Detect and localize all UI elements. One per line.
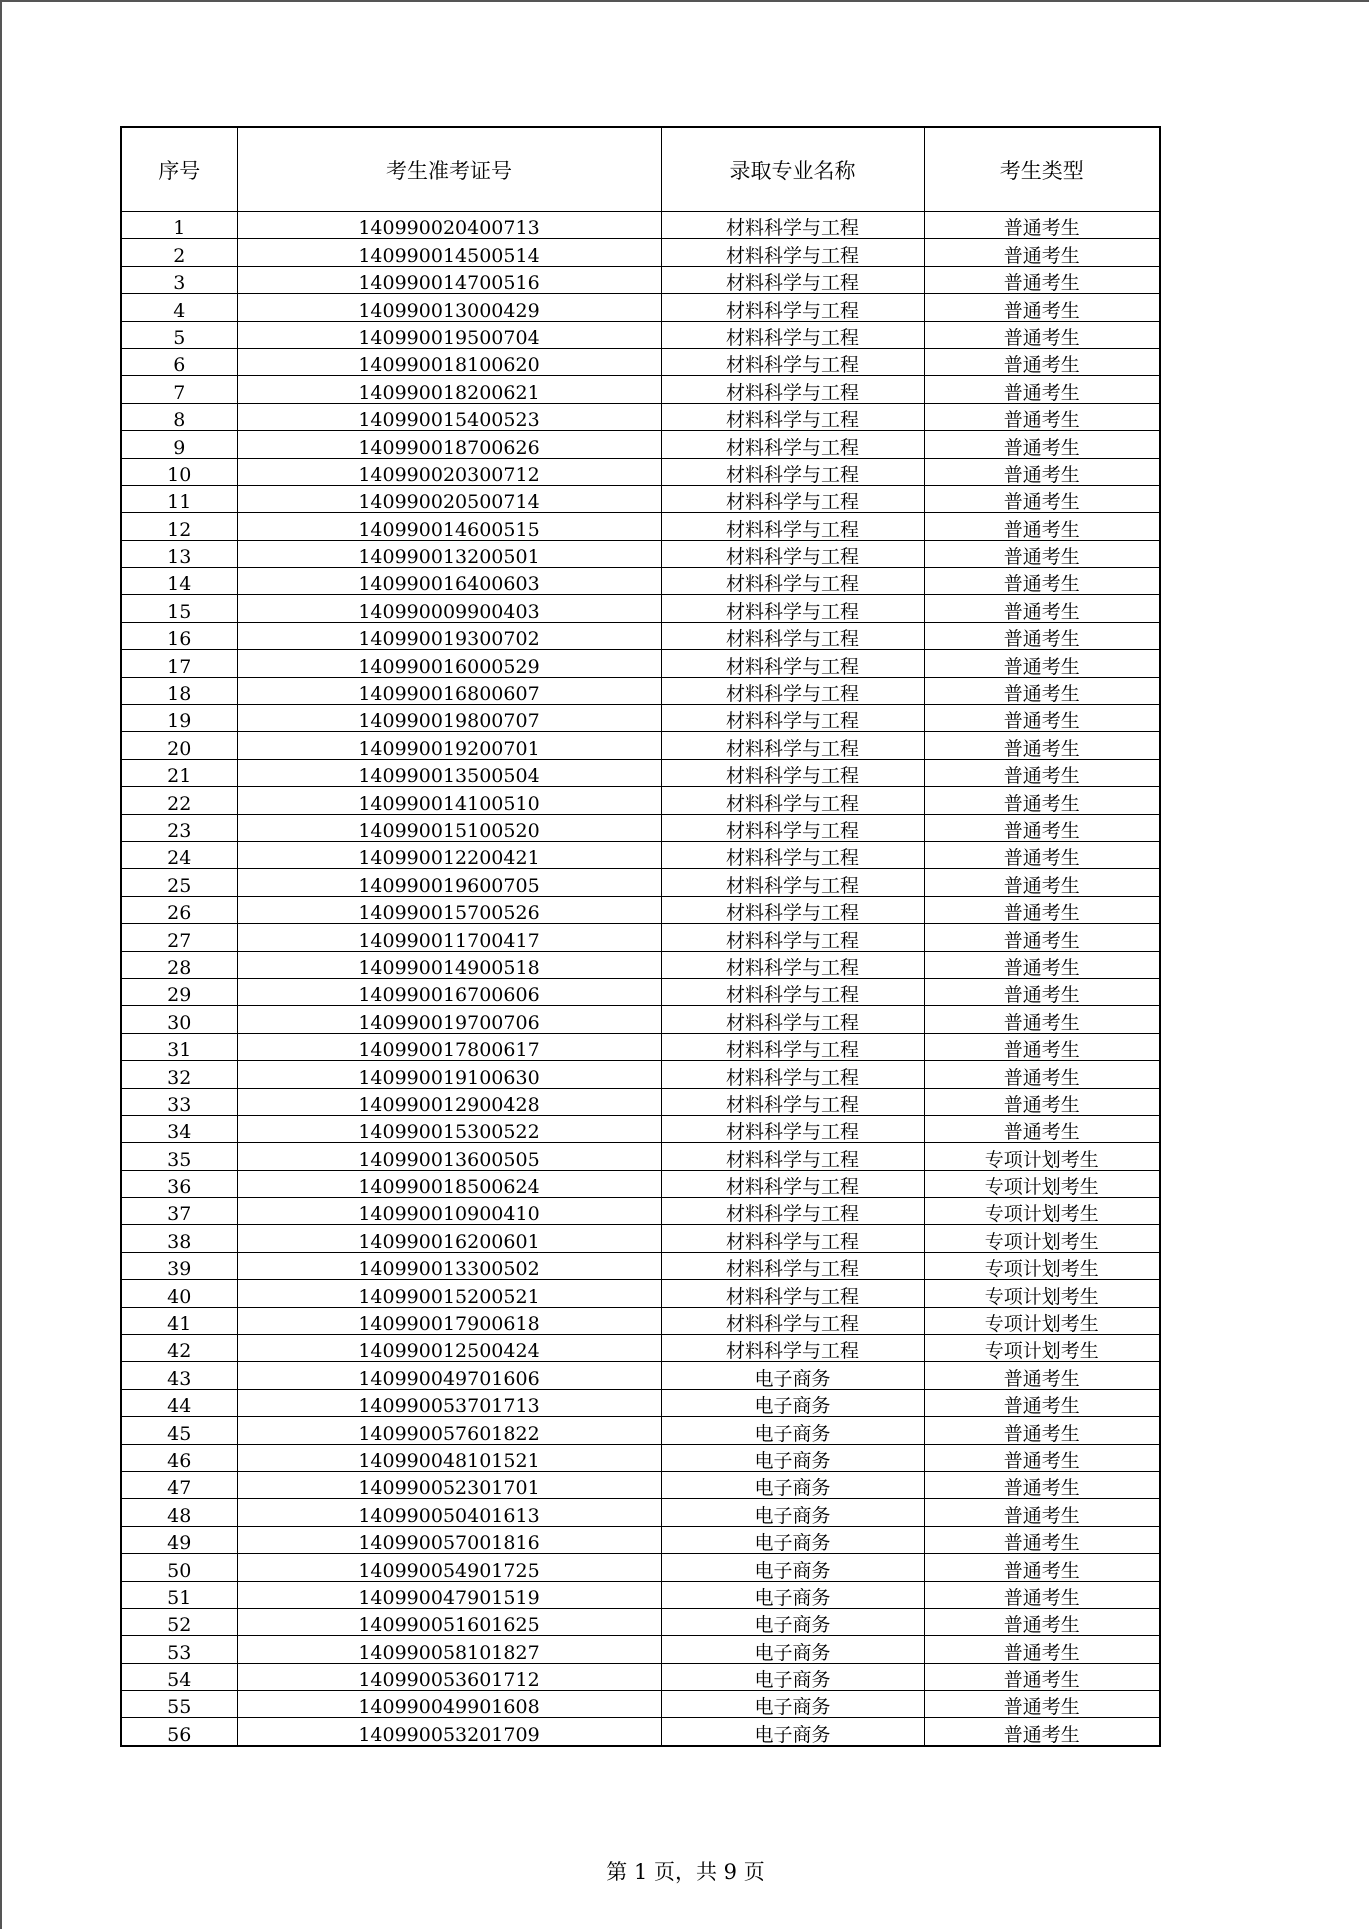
table-row [121, 1471, 1160, 1498]
table-row [121, 1252, 1160, 1279]
cell-exam-ticket-number: 140990014100510 [237, 787, 661, 814]
cell-exam-ticket-number: 140990057601822 [237, 1417, 661, 1444]
cell-candidate-type: 普通考生 [924, 376, 1160, 403]
cell-admitted-major: 材料科学与工程 [661, 978, 924, 1005]
cell-serial-number: 47 [121, 1471, 237, 1498]
cell-candidate-type: 普通考生 [924, 1006, 1160, 1033]
cell-candidate-type: 专项计划考生 [924, 1307, 1160, 1334]
table-row [121, 896, 1160, 923]
cell-serial-number: 43 [121, 1362, 237, 1389]
table-row [121, 1170, 1160, 1197]
cell-serial-number: 48 [121, 1499, 237, 1526]
table-row [121, 978, 1160, 1005]
cell-admitted-major: 电子商务 [661, 1608, 924, 1635]
cell-exam-ticket-number: 140990016800607 [237, 677, 661, 704]
cell-candidate-type: 普通考生 [924, 1608, 1160, 1635]
cell-exam-ticket-number: 140990014500514 [237, 239, 661, 266]
cell-candidate-type: 普通考生 [924, 1033, 1160, 1060]
cell-admitted-major: 材料科学与工程 [661, 1307, 924, 1334]
cell-serial-number: 36 [121, 1170, 237, 1197]
table-row [121, 814, 1160, 841]
table-row [121, 1691, 1160, 1718]
cell-serial-number: 11 [121, 485, 237, 512]
cell-candidate-type: 普通考生 [924, 732, 1160, 759]
cell-candidate-type: 普通考生 [924, 787, 1160, 814]
cell-exam-ticket-number: 140990018100620 [237, 348, 661, 375]
cell-admitted-major: 电子商务 [661, 1718, 924, 1746]
cell-exam-ticket-number: 140990016200601 [237, 1225, 661, 1252]
cell-admitted-major: 电子商务 [661, 1554, 924, 1581]
cell-serial-number: 41 [121, 1307, 237, 1334]
cell-serial-number: 21 [121, 759, 237, 786]
cell-exam-ticket-number: 140990049701606 [237, 1362, 661, 1389]
cell-admitted-major: 材料科学与工程 [661, 951, 924, 978]
cell-exam-ticket-number: 140990058101827 [237, 1636, 661, 1663]
cell-exam-ticket-number: 140990019800707 [237, 705, 661, 732]
cell-serial-number: 10 [121, 458, 237, 485]
cell-serial-number: 20 [121, 732, 237, 759]
cell-exam-ticket-number: 140990018500624 [237, 1170, 661, 1197]
table-row [121, 1554, 1160, 1581]
cell-serial-number: 26 [121, 896, 237, 923]
cell-exam-ticket-number: 140990019300702 [237, 622, 661, 649]
cell-admitted-major: 材料科学与工程 [661, 1252, 924, 1279]
cell-admitted-major: 材料科学与工程 [661, 1335, 924, 1362]
cell-admitted-major: 材料科学与工程 [661, 321, 924, 348]
table-row [121, 431, 1160, 458]
cell-candidate-type: 普通考生 [924, 841, 1160, 868]
table-row [121, 1417, 1160, 1444]
table-row [121, 266, 1160, 293]
header-serial-number: 序号 [121, 127, 237, 212]
cell-serial-number: 8 [121, 403, 237, 430]
table-row [121, 458, 1160, 485]
table-row [121, 595, 1160, 622]
cell-admitted-major: 材料科学与工程 [661, 787, 924, 814]
cell-admitted-major: 材料科学与工程 [661, 376, 924, 403]
cell-admitted-major: 电子商务 [661, 1691, 924, 1718]
table-row [121, 485, 1160, 512]
cell-admitted-major: 材料科学与工程 [661, 622, 924, 649]
cell-exam-ticket-number: 140990017900618 [237, 1307, 661, 1334]
cell-exam-ticket-number: 140990010900410 [237, 1198, 661, 1225]
table-row [121, 622, 1160, 649]
cell-exam-ticket-number: 140990015200521 [237, 1280, 661, 1307]
table-row [121, 1608, 1160, 1635]
cell-serial-number: 14 [121, 568, 237, 595]
cell-exam-ticket-number: 140990013500504 [237, 759, 661, 786]
cell-admitted-major: 材料科学与工程 [661, 1170, 924, 1197]
cell-serial-number: 27 [121, 924, 237, 951]
cell-candidate-type: 普通考生 [924, 321, 1160, 348]
cell-candidate-type: 普通考生 [924, 212, 1160, 239]
cell-candidate-type: 专项计划考生 [924, 1143, 1160, 1170]
cell-serial-number: 12 [121, 513, 237, 540]
cell-candidate-type: 专项计划考生 [924, 1225, 1160, 1252]
cell-admitted-major: 材料科学与工程 [661, 266, 924, 293]
cell-exam-ticket-number: 140990014600515 [237, 513, 661, 540]
cell-candidate-type: 普通考生 [924, 1691, 1160, 1718]
cell-candidate-type: 普通考生 [924, 978, 1160, 1005]
cell-exam-ticket-number: 140990019100630 [237, 1061, 661, 1088]
cell-serial-number: 34 [121, 1115, 237, 1142]
cell-admitted-major: 材料科学与工程 [661, 239, 924, 266]
cell-serial-number: 52 [121, 1608, 237, 1635]
cell-candidate-type: 普通考生 [924, 1389, 1160, 1416]
admission-table [120, 126, 1161, 1747]
table-row [121, 1335, 1160, 1362]
table-row [121, 1115, 1160, 1142]
cell-serial-number: 5 [121, 321, 237, 348]
cell-exam-ticket-number: 140990013600505 [237, 1143, 661, 1170]
cell-exam-ticket-number: 140990054901725 [237, 1554, 661, 1581]
table-row [121, 212, 1160, 239]
cell-exam-ticket-number: 140990013300502 [237, 1252, 661, 1279]
cell-exam-ticket-number: 140990016000529 [237, 650, 661, 677]
cell-serial-number: 32 [121, 1061, 237, 1088]
cell-admitted-major: 材料科学与工程 [661, 485, 924, 512]
cell-exam-ticket-number: 140990015400523 [237, 403, 661, 430]
cell-serial-number: 54 [121, 1663, 237, 1690]
cell-candidate-type: 普通考生 [924, 1526, 1160, 1553]
cell-admitted-major: 材料科学与工程 [661, 759, 924, 786]
table-row [121, 294, 1160, 321]
cell-serial-number: 17 [121, 650, 237, 677]
table-row [121, 513, 1160, 540]
cell-exam-ticket-number: 140990051601625 [237, 1608, 661, 1635]
table-row [121, 1362, 1160, 1389]
cell-serial-number: 9 [121, 431, 237, 458]
cell-candidate-type: 普通考生 [924, 1471, 1160, 1498]
table-row [121, 1718, 1160, 1746]
cell-candidate-type: 普通考生 [924, 431, 1160, 458]
cell-candidate-type: 普通考生 [924, 1636, 1160, 1663]
cell-exam-ticket-number: 140990018700626 [237, 431, 661, 458]
cell-candidate-type: 普通考生 [924, 1088, 1160, 1115]
cell-admitted-major: 材料科学与工程 [661, 1006, 924, 1033]
table-row [121, 1088, 1160, 1115]
cell-admitted-major: 材料科学与工程 [661, 513, 924, 540]
cell-candidate-type: 普通考生 [924, 814, 1160, 841]
cell-admitted-major: 材料科学与工程 [661, 1280, 924, 1307]
cell-admitted-major: 材料科学与工程 [661, 732, 924, 759]
table-row [121, 869, 1160, 896]
cell-serial-number: 19 [121, 705, 237, 732]
cell-candidate-type: 专项计划考生 [924, 1252, 1160, 1279]
cell-serial-number: 22 [121, 787, 237, 814]
page-number-footer: 第 1 页，共 9 页 [606, 1860, 765, 1884]
cell-candidate-type: 普通考生 [924, 650, 1160, 677]
cell-serial-number: 30 [121, 1006, 237, 1033]
cell-serial-number: 16 [121, 622, 237, 649]
cell-serial-number: 28 [121, 951, 237, 978]
cell-admitted-major: 材料科学与工程 [661, 705, 924, 732]
cell-candidate-type: 普通考生 [924, 540, 1160, 567]
cell-exam-ticket-number: 140990050401613 [237, 1499, 661, 1526]
cell-admitted-major: 电子商务 [661, 1362, 924, 1389]
table-row [121, 1033, 1160, 1060]
cell-candidate-type: 普通考生 [924, 595, 1160, 622]
table-row [121, 650, 1160, 677]
cell-candidate-type: 普通考生 [924, 896, 1160, 923]
cell-admitted-major: 材料科学与工程 [661, 348, 924, 375]
cell-admitted-major: 电子商务 [661, 1389, 924, 1416]
cell-candidate-type: 普通考生 [924, 348, 1160, 375]
cell-admitted-major: 材料科学与工程 [661, 540, 924, 567]
cell-serial-number: 24 [121, 841, 237, 868]
cell-serial-number: 7 [121, 376, 237, 403]
cell-candidate-type: 普通考生 [924, 1362, 1160, 1389]
cell-candidate-type: 普通考生 [924, 266, 1160, 293]
cell-exam-ticket-number: 140990018200621 [237, 376, 661, 403]
cell-candidate-type: 普通考生 [924, 1718, 1160, 1746]
cell-exam-ticket-number: 140990012900428 [237, 1088, 661, 1115]
cell-candidate-type: 专项计划考生 [924, 1170, 1160, 1197]
cell-serial-number: 53 [121, 1636, 237, 1663]
table-row [121, 841, 1160, 868]
cell-admitted-major: 材料科学与工程 [661, 212, 924, 239]
table-header [121, 127, 1160, 212]
table-row [121, 951, 1160, 978]
cell-admitted-major: 材料科学与工程 [661, 458, 924, 485]
cell-exam-ticket-number: 140990047901519 [237, 1581, 661, 1608]
table-row [121, 1636, 1160, 1663]
table-row [121, 239, 1160, 266]
cell-serial-number: 35 [121, 1143, 237, 1170]
cell-candidate-type: 普通考生 [924, 568, 1160, 595]
cell-candidate-type: 普通考生 [924, 513, 1160, 540]
cell-serial-number: 3 [121, 266, 237, 293]
table-row [121, 1225, 1160, 1252]
cell-admitted-major: 材料科学与工程 [661, 1225, 924, 1252]
cell-admitted-major: 材料科学与工程 [661, 1033, 924, 1060]
cell-candidate-type: 普通考生 [924, 1061, 1160, 1088]
cell-candidate-type: 普通考生 [924, 1417, 1160, 1444]
cell-serial-number: 31 [121, 1033, 237, 1060]
cell-serial-number: 4 [121, 294, 237, 321]
cell-exam-ticket-number: 140990012200421 [237, 841, 661, 868]
cell-serial-number: 56 [121, 1718, 237, 1746]
cell-exam-ticket-number: 140990013200501 [237, 540, 661, 567]
table-row [121, 677, 1160, 704]
cell-serial-number: 49 [121, 1526, 237, 1553]
cell-exam-ticket-number: 140990048101521 [237, 1444, 661, 1471]
cell-serial-number: 1 [121, 212, 237, 239]
cell-candidate-type: 普通考生 [924, 1581, 1160, 1608]
cell-serial-number: 39 [121, 1252, 237, 1279]
table-row [121, 1307, 1160, 1334]
cell-serial-number: 13 [121, 540, 237, 567]
table-row [121, 1198, 1160, 1225]
table-row [121, 540, 1160, 567]
cell-exam-ticket-number: 140990052301701 [237, 1471, 661, 1498]
cell-exam-ticket-number: 140990057001816 [237, 1526, 661, 1553]
cell-admitted-major: 材料科学与工程 [661, 294, 924, 321]
cell-candidate-type: 专项计划考生 [924, 1335, 1160, 1362]
cell-admitted-major: 材料科学与工程 [661, 1115, 924, 1142]
cell-candidate-type: 普通考生 [924, 458, 1160, 485]
cell-candidate-type: 普通考生 [924, 622, 1160, 649]
header-admitted-major: 录取专业名称 [661, 127, 924, 212]
cell-exam-ticket-number: 140990012500424 [237, 1335, 661, 1362]
cell-serial-number: 29 [121, 978, 237, 1005]
table-row [121, 1663, 1160, 1690]
table-row [121, 1444, 1160, 1471]
cell-serial-number: 33 [121, 1088, 237, 1115]
cell-admitted-major: 材料科学与工程 [661, 403, 924, 430]
cell-admitted-major: 材料科学与工程 [661, 814, 924, 841]
cell-candidate-type: 普通考生 [924, 294, 1160, 321]
cell-serial-number: 23 [121, 814, 237, 841]
cell-exam-ticket-number: 140990011700417 [237, 924, 661, 951]
cell-admitted-major: 材料科学与工程 [661, 595, 924, 622]
cell-exam-ticket-number: 140990020300712 [237, 458, 661, 485]
cell-exam-ticket-number: 140990019200701 [237, 732, 661, 759]
cell-admitted-major: 材料科学与工程 [661, 650, 924, 677]
cell-serial-number: 6 [121, 348, 237, 375]
cell-exam-ticket-number: 140990016700606 [237, 978, 661, 1005]
cell-serial-number: 46 [121, 1444, 237, 1471]
cell-exam-ticket-number: 140990019700706 [237, 1006, 661, 1033]
cell-exam-ticket-number: 140990017800617 [237, 1033, 661, 1060]
table-row [121, 403, 1160, 430]
cell-serial-number: 25 [121, 869, 237, 896]
cell-exam-ticket-number: 140990019600705 [237, 869, 661, 896]
cell-admitted-major: 电子商务 [661, 1663, 924, 1690]
cell-admitted-major: 材料科学与工程 [661, 677, 924, 704]
table-row [121, 568, 1160, 595]
cell-admitted-major: 材料科学与工程 [661, 869, 924, 896]
cell-admitted-major: 材料科学与工程 [661, 896, 924, 923]
cell-admitted-major: 材料科学与工程 [661, 1061, 924, 1088]
cell-candidate-type: 普通考生 [924, 239, 1160, 266]
cell-exam-ticket-number: 140990020400713 [237, 212, 661, 239]
cell-serial-number: 51 [121, 1581, 237, 1608]
cell-admitted-major: 材料科学与工程 [661, 1198, 924, 1225]
cell-exam-ticket-number: 140990015100520 [237, 814, 661, 841]
cell-admitted-major: 材料科学与工程 [661, 924, 924, 951]
cell-admitted-major: 电子商务 [661, 1581, 924, 1608]
cell-serial-number: 44 [121, 1389, 237, 1416]
table-row [121, 1526, 1160, 1553]
cell-candidate-type: 专项计划考生 [924, 1280, 1160, 1307]
table-row [121, 1143, 1160, 1170]
cell-exam-ticket-number: 140990049901608 [237, 1691, 661, 1718]
cell-serial-number: 15 [121, 595, 237, 622]
table-row [121, 787, 1160, 814]
cell-candidate-type: 普通考生 [924, 677, 1160, 704]
table-row [121, 732, 1160, 759]
cell-admitted-major: 电子商务 [661, 1526, 924, 1553]
header-candidate-type: 考生类型 [924, 127, 1160, 212]
cell-serial-number: 50 [121, 1554, 237, 1581]
cell-exam-ticket-number: 140990053701713 [237, 1389, 661, 1416]
cell-candidate-type: 普通考生 [924, 1115, 1160, 1142]
cell-exam-ticket-number: 140990014700516 [237, 266, 661, 293]
cell-candidate-type: 普通考生 [924, 924, 1160, 951]
table-row [121, 348, 1160, 375]
cell-serial-number: 42 [121, 1335, 237, 1362]
cell-exam-ticket-number: 140990053201709 [237, 1718, 661, 1746]
header-exam-ticket-number: 考生准考证号 [237, 127, 661, 212]
cell-candidate-type: 普通考生 [924, 1554, 1160, 1581]
table-row [121, 1389, 1160, 1416]
cell-candidate-type: 普通考生 [924, 1663, 1160, 1690]
cell-exam-ticket-number: 140990053601712 [237, 1663, 661, 1690]
cell-admitted-major: 电子商务 [661, 1636, 924, 1663]
table-body [121, 212, 1160, 1746]
cell-exam-ticket-number: 140990009900403 [237, 595, 661, 622]
cell-serial-number: 37 [121, 1198, 237, 1225]
cell-admitted-major: 材料科学与工程 [661, 431, 924, 458]
cell-admitted-major: 材料科学与工程 [661, 841, 924, 868]
cell-admitted-major: 材料科学与工程 [661, 568, 924, 595]
cell-serial-number: 2 [121, 239, 237, 266]
cell-serial-number: 18 [121, 677, 237, 704]
cell-exam-ticket-number: 140990013000429 [237, 294, 661, 321]
cell-serial-number: 55 [121, 1691, 237, 1718]
cell-admitted-major: 电子商务 [661, 1417, 924, 1444]
cell-candidate-type: 普通考生 [924, 951, 1160, 978]
cell-candidate-type: 普通考生 [924, 869, 1160, 896]
cell-candidate-type: 普通考生 [924, 705, 1160, 732]
table-row [121, 705, 1160, 732]
cell-serial-number: 45 [121, 1417, 237, 1444]
cell-exam-ticket-number: 140990016400603 [237, 568, 661, 595]
table-row [121, 1061, 1160, 1088]
table-row [121, 924, 1160, 951]
table-row [121, 1499, 1160, 1526]
table-row [121, 1581, 1160, 1608]
cell-admitted-major: 电子商务 [661, 1499, 924, 1526]
cell-admitted-major: 电子商务 [661, 1444, 924, 1471]
cell-admitted-major: 电子商务 [661, 1471, 924, 1498]
cell-admitted-major: 材料科学与工程 [661, 1088, 924, 1115]
cell-exam-ticket-number: 140990020500714 [237, 485, 661, 512]
cell-candidate-type: 专项计划考生 [924, 1198, 1160, 1225]
table-row [121, 759, 1160, 786]
cell-admitted-major: 材料科学与工程 [661, 1143, 924, 1170]
table-row [121, 1280, 1160, 1307]
cell-candidate-type: 普通考生 [924, 759, 1160, 786]
header-row [121, 127, 1160, 212]
cell-exam-ticket-number: 140990015300522 [237, 1115, 661, 1142]
table-row [121, 321, 1160, 348]
cell-exam-ticket-number: 140990019500704 [237, 321, 661, 348]
cell-candidate-type: 普通考生 [924, 485, 1160, 512]
cell-serial-number: 38 [121, 1225, 237, 1252]
cell-candidate-type: 普通考生 [924, 1499, 1160, 1526]
table-row [121, 1006, 1160, 1033]
cell-candidate-type: 普通考生 [924, 403, 1160, 430]
cell-candidate-type: 普通考生 [924, 1444, 1160, 1471]
cell-exam-ticket-number: 140990015700526 [237, 896, 661, 923]
cell-exam-ticket-number: 140990014900518 [237, 951, 661, 978]
cell-serial-number: 40 [121, 1280, 237, 1307]
table-row [121, 376, 1160, 403]
